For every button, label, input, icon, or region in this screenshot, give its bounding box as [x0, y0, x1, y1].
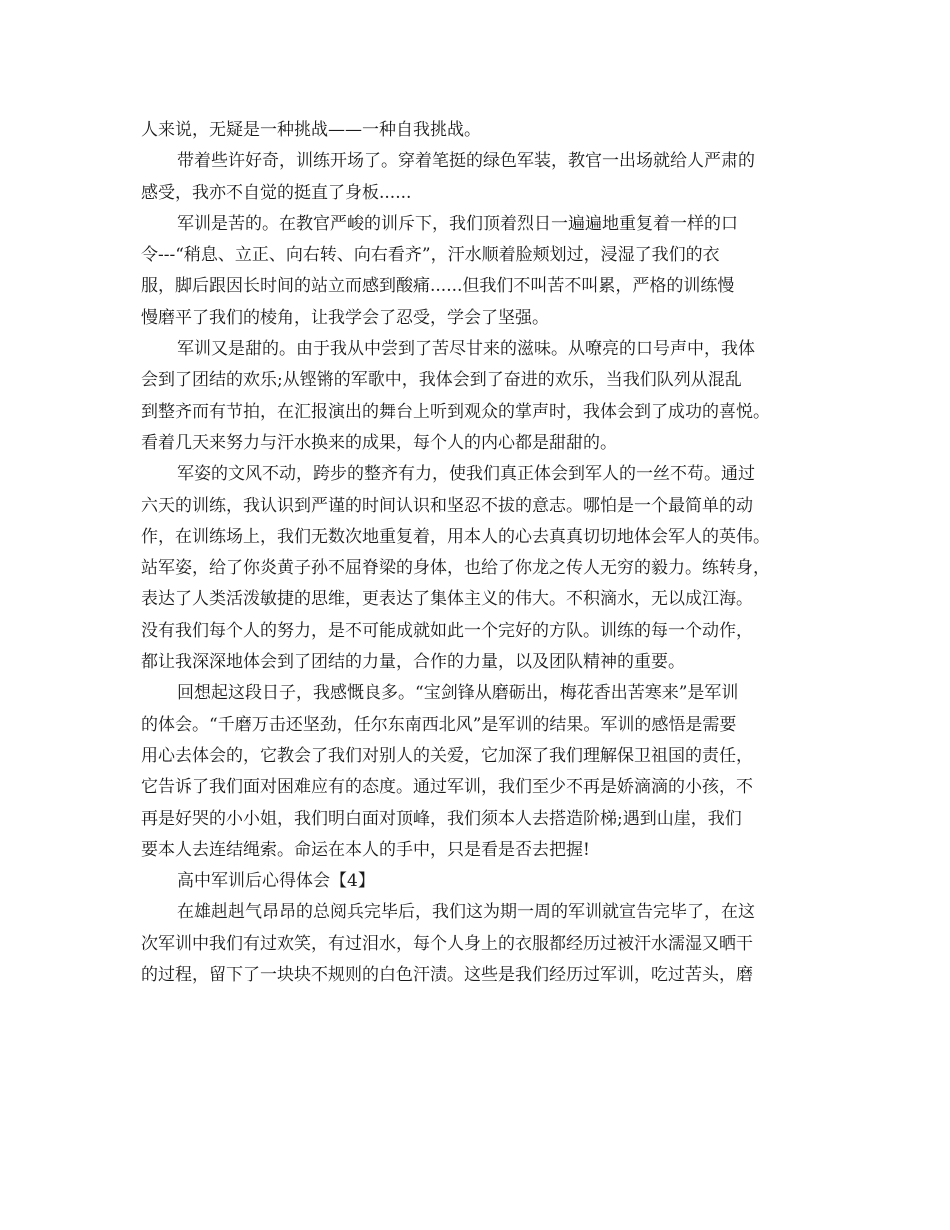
paragraph-line: 看着几天来努力与汗水换来的成果，每个人的内心都是甜甜的。	[141, 432, 617, 453]
paragraph-line: 慢磨平了我们的棱角，让我学会了忍受，学会了坚强。	[141, 307, 549, 328]
paragraph-line: 表达了人类活泼敏捷的思维，更表达了集体主义的伟大。不积滴水，无以成江海。	[141, 589, 753, 610]
paragraph-first-line: 回想起这段日子，我感慨良多。“宝剑锋从磨砺出，梅花香出苦寒来”是军训	[177, 683, 739, 704]
paragraph-line: 人来说，无疑是一种挑战——一种自我挑战。	[141, 120, 481, 140]
paragraph-first-line: 高中军训后心得体会【4】	[177, 871, 375, 892]
paragraph-line: 它告诉了我们面对困难应有的态度。通过军训，我们至少不再是娇滴滴的小孩，不	[141, 777, 753, 798]
paragraph-line: 次军训中我们有过欢笑，有过泪水，每个人身上的衣服都经历过被汗水濡湿又晒干	[141, 933, 753, 954]
paragraph-first-line: 带着些许好奇，训练开场了。穿着笔挺的绿色军装，教官一出场就给人严肃的	[177, 151, 755, 172]
paragraph-line: 再是好哭的小小姐，我们明白面对顶峰，我们须本人去搭造阶梯;遇到山崖，我们	[141, 808, 742, 829]
paragraph-line: 的体会。“千磨万击还坚劲，任尔东南西北风”是军训的结果。军训的感悟是需要	[141, 714, 737, 735]
paragraph-line: 六天的训练，我认识到严谨的时间认识和坚忍不拔的意志。哪怕是一个最简单的动	[141, 495, 753, 516]
paragraph-line: 到整齐而有节拍，在汇报演出的舞台上听到观众的掌声时，我体会到了成功的喜悦。	[141, 401, 770, 422]
paragraph-line: 的过程，留下了一块块不规则的白色汗渍。这些是我们经历过军训，吃过苦头，磨	[141, 965, 753, 986]
paragraph-line: 用心去体会的，它教会了我们对别人的关爱，它加深了我们理解保卫祖国的责任，	[141, 745, 753, 766]
paragraph-line: 作，在训练场上，我们无数次地重复着，用本人的心去真真切切地体会军人的英伟。	[141, 526, 770, 547]
paragraph-line: 站军姿，给了你炎黄子孙不屈脊梁的身体，也给了你龙之传人无穷的毅力。练转身，	[141, 558, 770, 579]
paragraph-first-line: 军训又是甜的。由于我从中尝到了苦尽甘来的滋味。从嘹亮的口号声中，我体	[177, 339, 755, 360]
paragraph-line: 服，脚后跟因长时间的站立而感到酸痛......但我们不叫苦不叫累，严格的训练慢	[141, 276, 735, 297]
document-body	[141, 115, 821, 991]
paragraph-line: 会到了团结的欢乐;从铿锵的军歌中，我体会到了奋进的欢乐，当我们队列从混乱	[141, 370, 742, 391]
paragraph-first-line: 军训是苦的。在教官严峻的训斥下，我们顶着烈日一遍遍地重复着一样的口	[177, 213, 738, 234]
paragraph-line: 都让我深深地体会到了团结的力量，合作的力量，以及团队精神的重要。	[141, 652, 685, 673]
paragraph-first-line: 在雄赳赳气昂昂的总阅兵完毕后，我们这为期一周的军训就宣告完毕了，在这	[177, 902, 755, 923]
paragraph-line: 令---“稍息、立正、向右转、向右看齐”，汗水顺着脸颊划过，浸湿了我们的衣	[141, 245, 720, 266]
paragraph-first-line: 军姿的文风不动，跨步的整齐有力，使我们真正体会到军人的一丝不苟。通过	[177, 464, 755, 485]
paragraph-line: 没有我们每个人的努力，是不可能成就如此一个完好的方队。训练的每一个动作，	[141, 620, 753, 641]
paragraph-line: 要本人去连结绳索。命运在本人的手中，只是看是否去把握!	[141, 839, 590, 860]
paragraph-line: 感受，我亦不自觉的挺直了身板......	[141, 182, 412, 203]
